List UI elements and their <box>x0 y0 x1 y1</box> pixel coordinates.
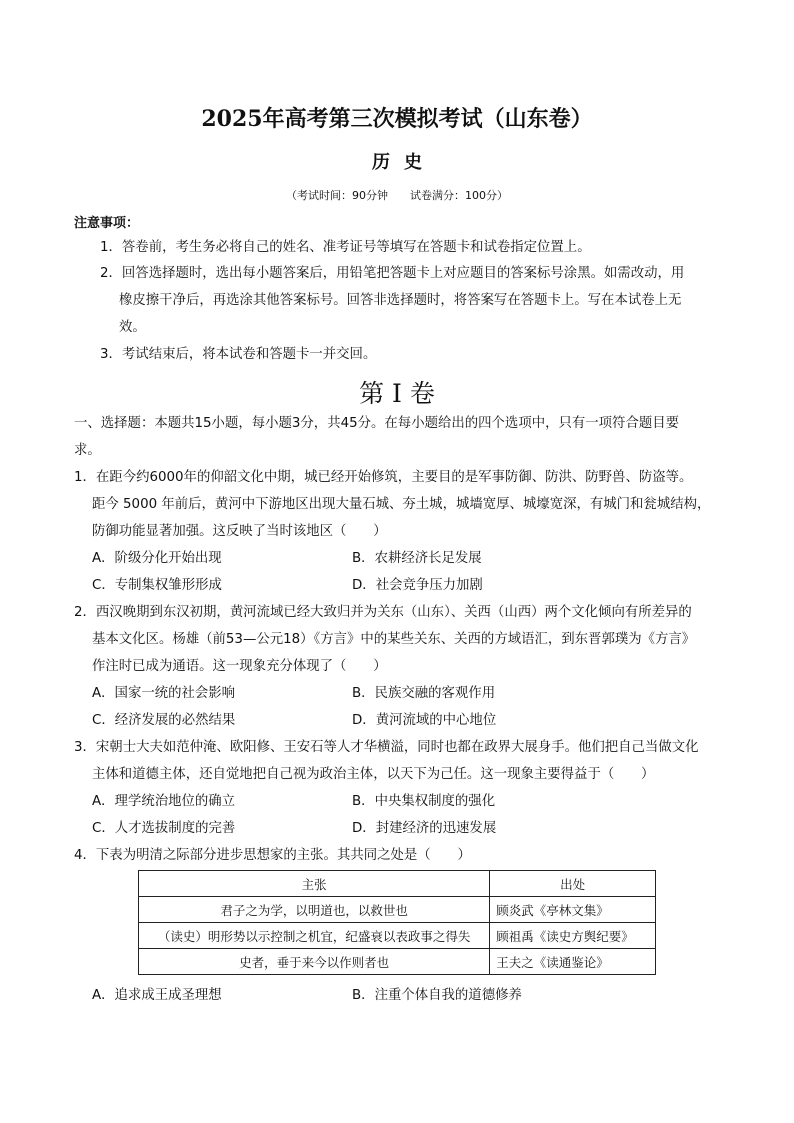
question-text: 距今 5000 年前后，黄河中下游地区出现大量石城、夯土城，城墙宽厚、城壕宽深，有城门和瓮城结构， <box>92 497 711 512</box>
table-cell: 王夫之《读通鉴论》 <box>490 949 656 975</box>
option-a: A．追求成王成圣理想 <box>92 988 222 1003</box>
notice-item: 3．考试结束后，将本试卷和答题卡一并交回。 <box>100 347 377 362</box>
table-header-cell: 主张 <box>139 871 490 897</box>
question-text: 作注时已成为通语。这一现象充分体现了（ ） <box>92 659 387 674</box>
exam-title: 2025年高考第三次模拟考试（山东卷） <box>201 106 593 132</box>
option-a: A．理学统治地位的确立 <box>92 794 236 809</box>
option-b: B．农耕经济长足发展 <box>352 551 482 566</box>
exam-info: （考试时间：90分钟 试卷满分：100分） <box>286 189 508 202</box>
notice-item: 1．答卷前，考生务必将自己的姓名、准考证号等填写在答题卡和试卷指定位置上。 <box>100 240 591 255</box>
section-instruction: 一、选择题：本题共15小题，每小题3分，共45分。在每小题给出的四个选项中，只有一项符合题目要 <box>74 416 680 431</box>
table-cell: （读史）明形势以示控制之机宜，纪盛衰以表政事之得失 <box>139 923 490 949</box>
notice-title: 注意事项： <box>74 216 140 231</box>
question-text: 4．下表为明清之际部分进步思想家的主张。其共同之处是（ ） <box>74 848 471 863</box>
option-c: C．人才选拔制度的完善 <box>92 821 236 836</box>
section-instruction: 求。 <box>74 443 101 458</box>
question-text: 防御功能显著加强。这反映了当时该地区（ ） <box>92 524 387 539</box>
notice-item: 橡皮擦干净后，再选涂其他答案标号。回答非选择题时，将答案写在答题卡上。写在本试卷上无 <box>119 293 682 308</box>
option-b: B．民族交融的客观作用 <box>352 686 496 701</box>
thinkers-table <box>138 870 656 975</box>
option-b: B．注重个体自我的道德修养 <box>352 988 522 1003</box>
subject-title: 历史 <box>372 152 436 173</box>
option-d: D．社会竞争压力加剧 <box>352 578 483 593</box>
option-a: A．阶级分化开始出现 <box>92 551 222 566</box>
question-text: 2．西汉晚期到东汉初期，黄河流域已经大致归并为关东（山东）、关西（山西）两个文化倾向有所差异的 <box>74 605 692 620</box>
notice-item: 效。 <box>119 320 146 335</box>
option-d: D．封建经济的迅速发展 <box>352 821 497 836</box>
table-row <box>139 949 656 975</box>
table-cell: 顾祖禹《读史方舆纪要》 <box>490 923 656 949</box>
question-text: 基本文化区。杨雄（前53—公元18）《方言》中的某些关东、关西的方域语汇，到东晋郭璞为《方言》 <box>92 632 696 647</box>
table-cell: 君子之为学，以明道也，以救世也 <box>139 897 490 923</box>
notice-item: 2．回答选择题时，选出每小题答案后，用铅笔把答题卡上对应题目的答案标号涂黑。如需改动，用 <box>100 266 685 281</box>
question-text: 3．宋朝士大夫如范仲淹、欧阳修、王安石等人才华横溢，同时也都在政界大展身手。他们把自己当做文化 <box>74 740 699 755</box>
option-c: C．专制集权雏形形成 <box>92 578 222 593</box>
option-a: A．国家一统的社会影响 <box>92 686 236 701</box>
option-c: C．经济发展的必然结果 <box>92 713 236 728</box>
part-title: 第 I 卷 <box>359 379 435 408</box>
table-header-row <box>139 871 656 897</box>
table-cell: 史者，垂于来今以作则者也 <box>139 949 490 975</box>
table-cell: 顾炎武《亭林文集》 <box>490 897 656 923</box>
table-header-cell: 出处 <box>490 871 656 897</box>
table-row <box>139 897 656 923</box>
option-b: B．中央集权制度的强化 <box>352 794 496 809</box>
option-d: D．黄河流域的中心地位 <box>352 713 497 728</box>
table-row <box>139 923 656 949</box>
question-text: 1．在距今约6000年的仰韶文化中期，城已经开始修筑，主要目的是军事防御、防洪、防野兽、防盗等。 <box>74 470 693 485</box>
question-text: 主体和道德主体，还自觉地把自己视为政治主体，以天下为己任。这一现象主要得益于（ ） <box>92 767 655 782</box>
